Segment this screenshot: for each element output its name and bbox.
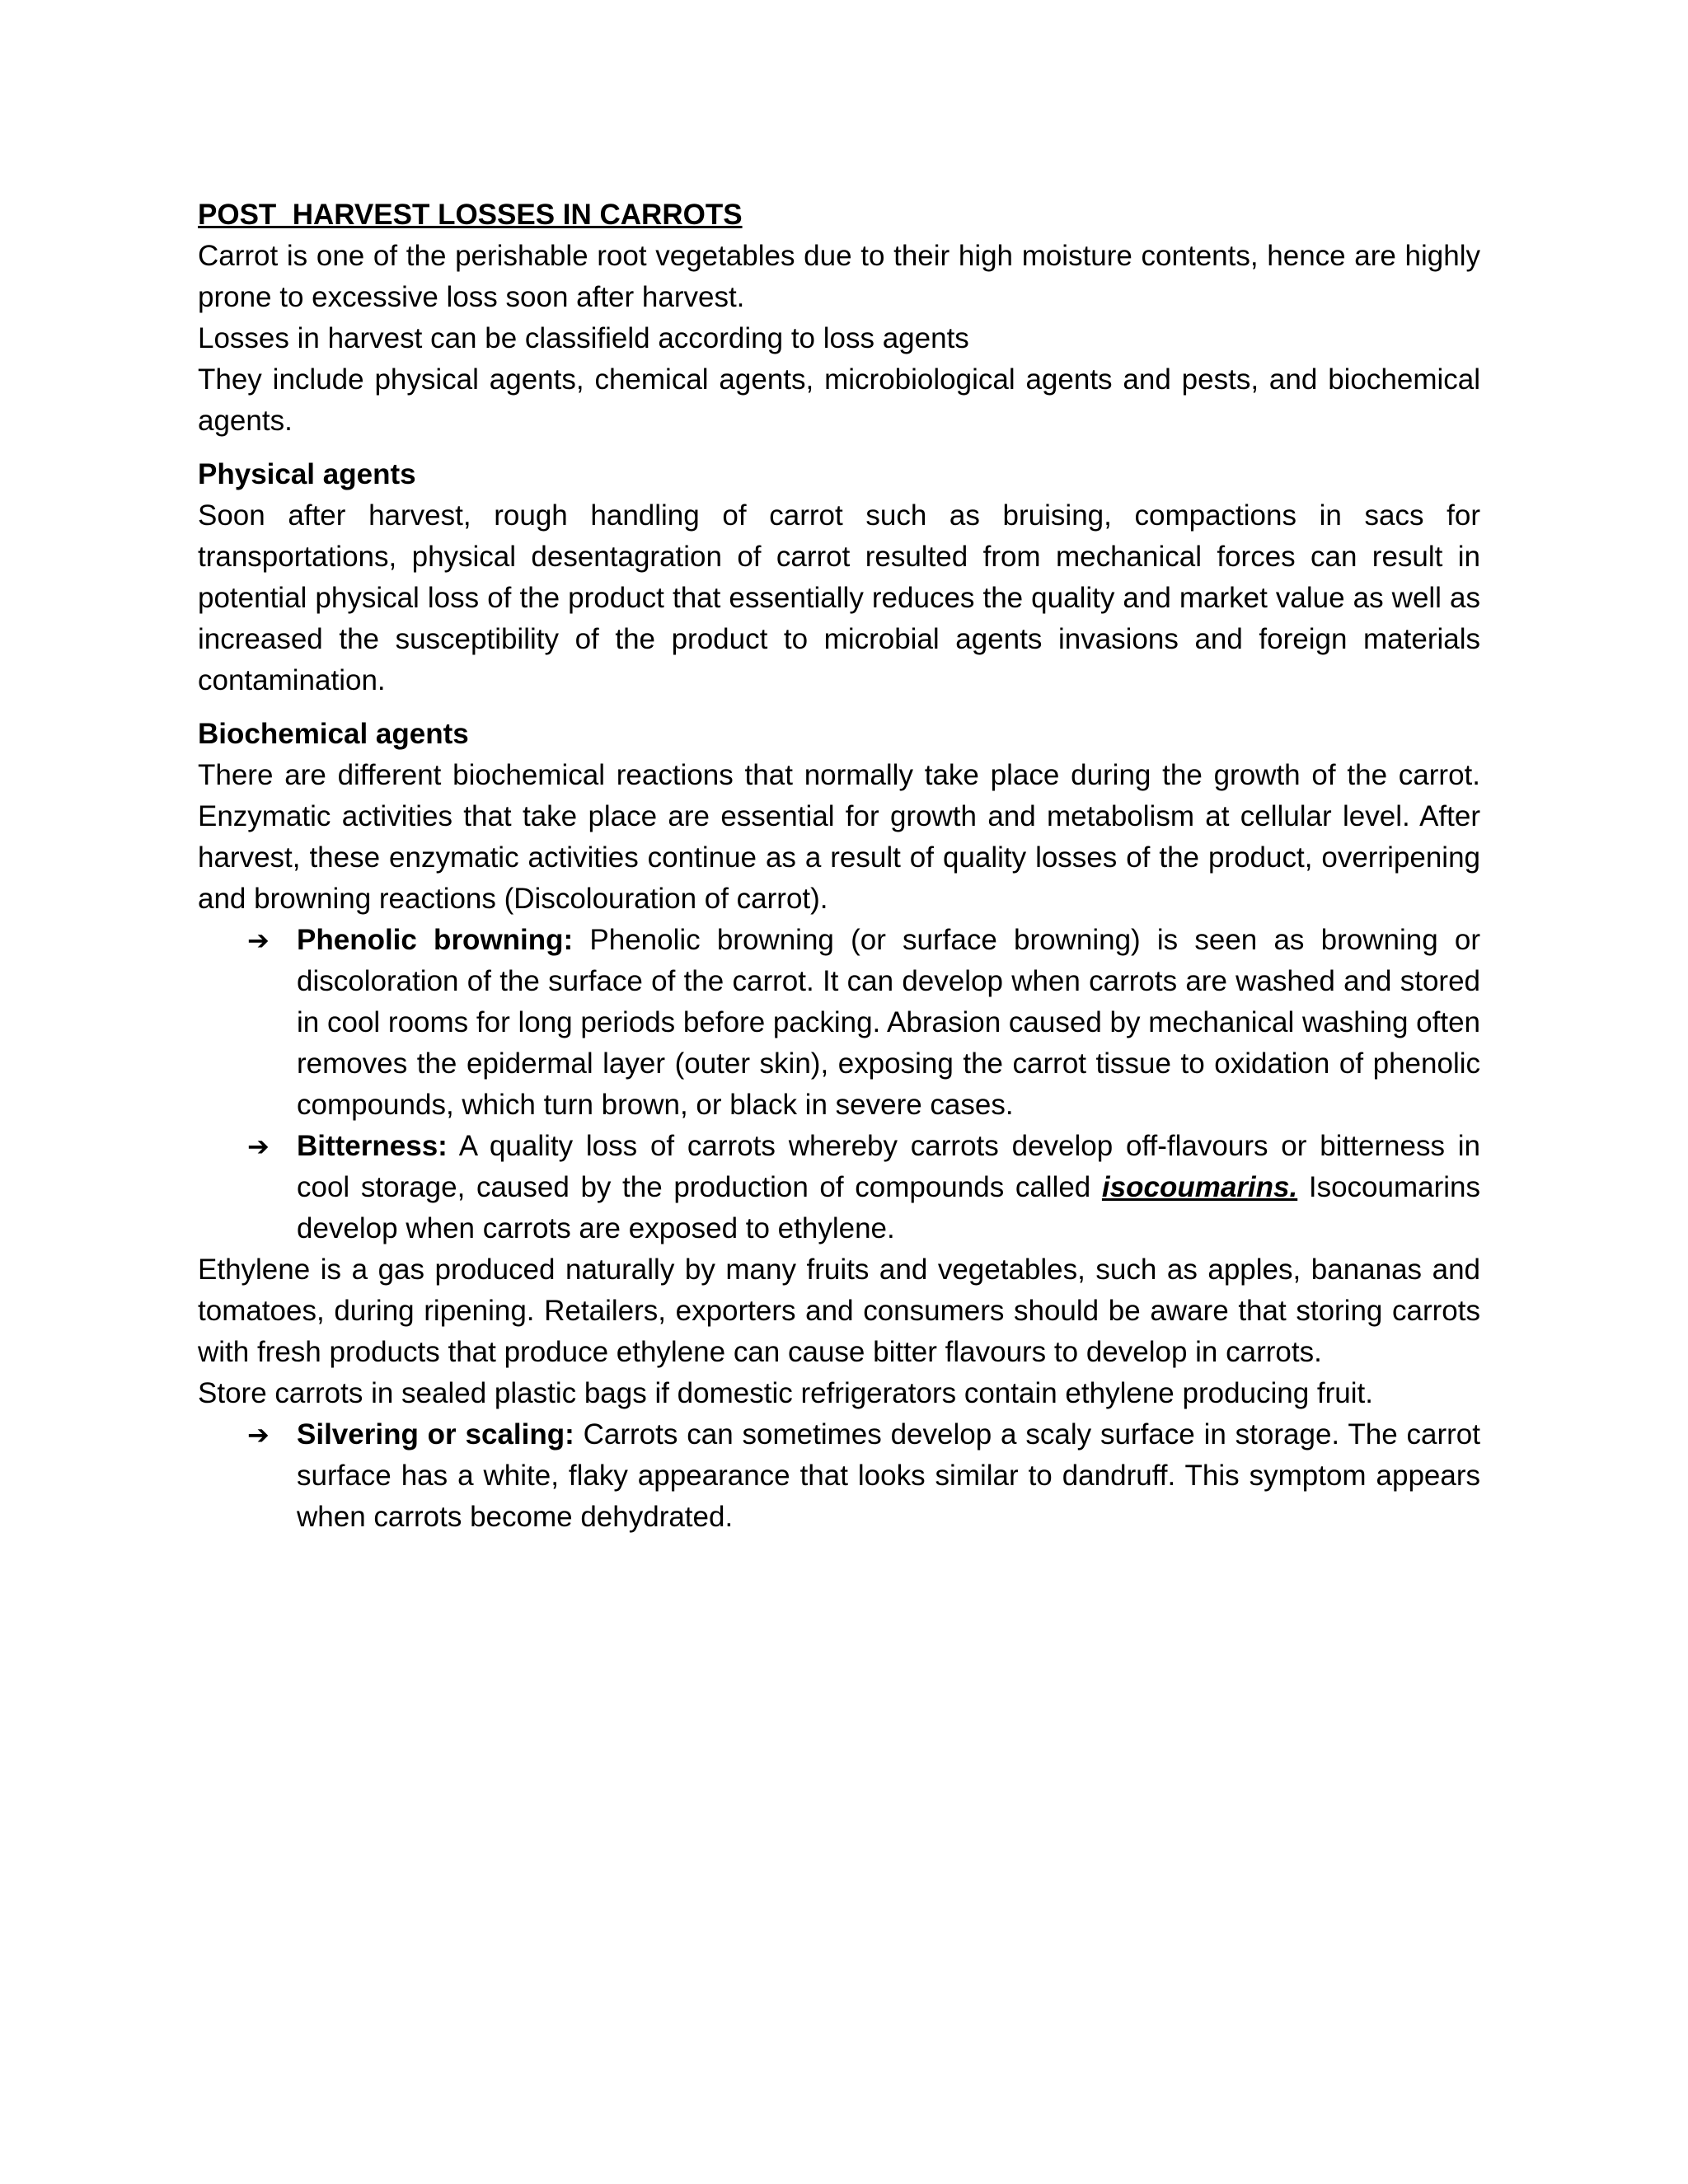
intro-paragraph: Carrot is one of the perishable root vegetables due to their high moisture contents, hence are highly prone to excessive loss soon after harvest. [198,240,1480,313]
silvering-scaling-item [198,1414,1480,1538]
biochemical-agents-paragraph: There are different biochemical reactions that normally take place during the growth of the carrot. Enzymatic activities that take place are essential for growth and metabolism at cellular level. After harvest, these enzymatic activities continue as a result of quality losses of the product, overripening and browning reactions (Discolouration of carrot). [198,759,1480,915]
phenolic-browning-term: Phenolic browning: [297,924,574,956]
intro-agents-paragraph: They include physical agents, chemical agents, microbiological agents and pests, and biochemical agents. [198,363,1480,437]
bitterness-text: A quality loss of carrots whereby carrots develop off-flavours or bitterness in cool storage, caused by the production of compounds called [297,1130,1480,1203]
isocoumarins-emphasis: isocoumarins. [1101,1171,1298,1203]
storage-tip-line: Store carrots in sealed plastic bags if domestic refrigerators contain ethylene producing fruit. [198,1377,1373,1409]
arrow-bullet-icon: ➔ [247,925,270,956]
document-page [198,194,1480,1538]
phenolic-browning-item [198,920,1480,1126]
arrow-bullet-icon: ➔ [247,1419,270,1451]
physical-agents-paragraph: Soon after harvest, rough handling of carrot such as bruising, compactions in sacs for transportations, physical desentagration of carrot resulted from mechanical forces can result in potential physical loss of the product that essentially reduces the quality and market value as well as increased the susceptibility of the product to microbial agents invasions and foreign materials contamination. [198,499,1480,696]
intro-classification-line: Losses in harvest can be classifield according to loss agents [198,322,969,354]
document-title: POST HARVEST LOSSES IN CARROTS [198,199,743,231]
phenolic-browning-text: Phenolic browning (or surface browning) is seen as browning or discoloration of the surface of the carrot. It can develop when carrots are washed and stored in cool rooms for long periods before packing. Abrasion caused by mechanical washing often removes the epidermal layer (outer skin), exposing the carrot tissue to oxidation of phenolic compounds, which turn brown, or black in severe cases. [297,924,1480,1121]
biochemical-agents-heading: Biochemical agents [198,718,469,750]
ethylene-paragraph: Ethylene is a gas produced naturally by many fruits and vegetables, such as apples, bananas and tomatoes, during ripening. Retailers, exporters and consumers should be aware that storing carrots with fresh products that produce ethylene can cause bitter flavours to develop in carrots. [198,1254,1480,1368]
silvering-scaling-term: Silvering or scaling: [297,1418,574,1451]
bitterness-text-after: Isocoumarins develop when carrots are exposed to ethylene. [297,1171,1480,1244]
bitterness-term: Bitterness: [297,1130,448,1162]
arrow-bullet-icon: ➔ [247,1131,270,1162]
physical-agents-heading: Physical agents [198,458,416,490]
silvering-scaling-text: Carrots can sometimes develop a scaly surface in storage. The carrot surface has a white, flaky appearance that looks similar to dandruff. This symptom appears when carrots become dehydrated. [297,1418,1480,1533]
bitterness-item [198,1126,1480,1249]
